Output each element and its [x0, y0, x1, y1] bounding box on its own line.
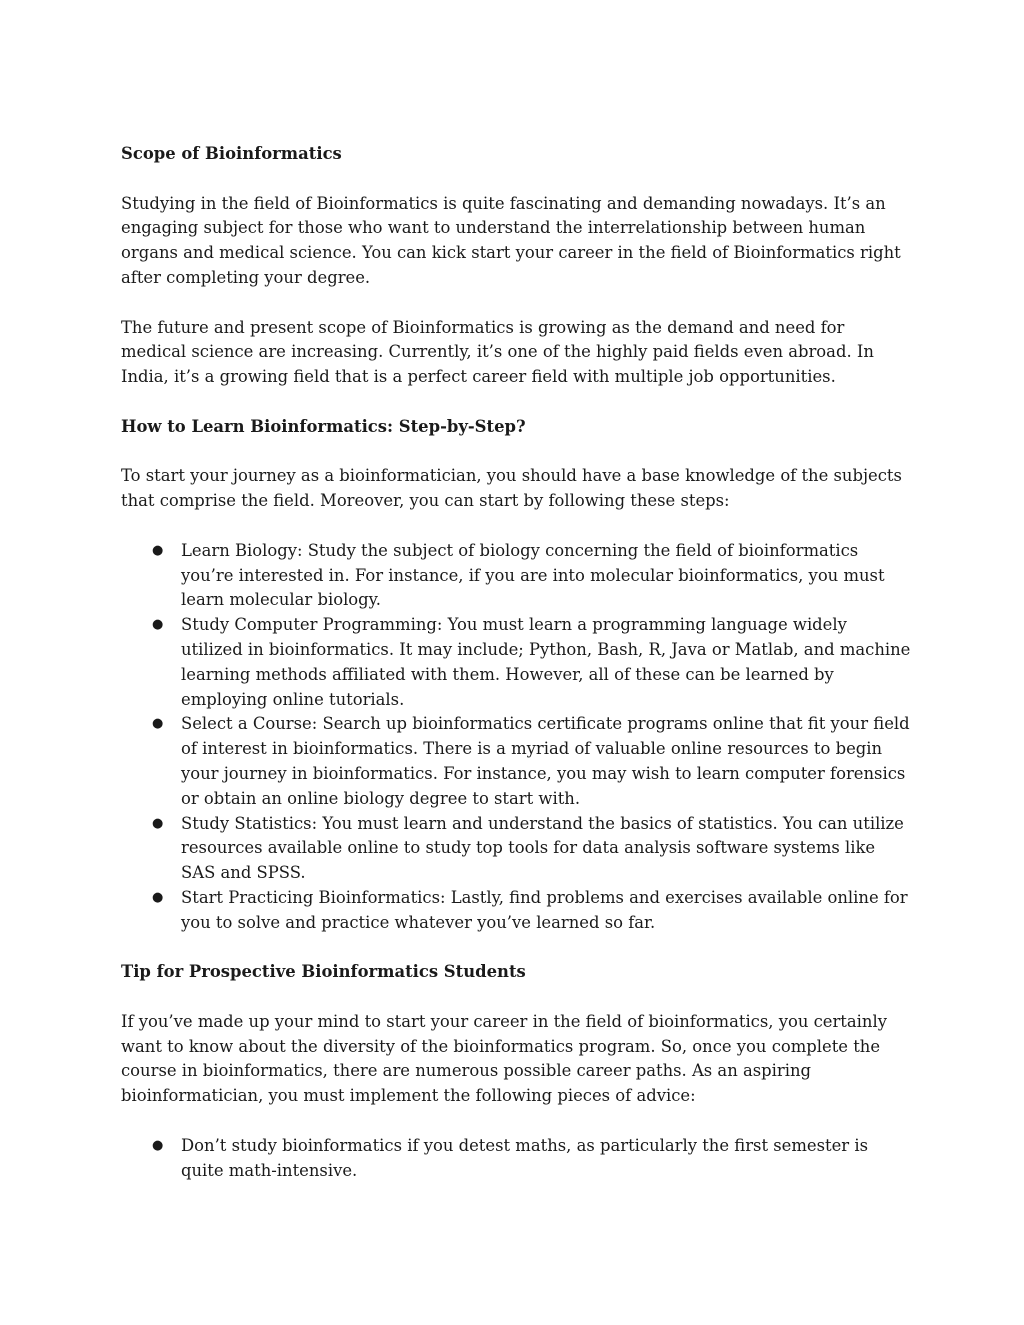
bullet-icon: ● — [152, 716, 164, 732]
bullet-icon: ● — [152, 617, 164, 633]
list-item-text: Select a Course: Search up bioinformatics certificate programs online that fit your field of interest in bioinformatics. There is a myriad of valuable online resources to begin your journey in bioinformatics. For instance, you may wish to learn computer forensics or obtain an online biology degree to start with. — [181, 714, 910, 808]
steps-list — [121, 539, 911, 936]
section-heading-tip: Tip for Prospective Bioinformatics Students — [121, 962, 526, 982]
document-page — [121, 142, 911, 1183]
list-item-text: Study Statistics: You must learn and understand the basics of statistics. You can utilize resources available online to study top tools for data analysis software systems like SAS and SPSS. — [181, 813, 904, 883]
advice-list — [121, 1134, 911, 1184]
bullet-icon: ● — [152, 815, 164, 831]
list-item-text: Learn Biology: Study the subject of biology concerning the field of bioinformatics you’re interested in. For instance, if you are into molecular bioinformatics, you must learn molecular biology. — [181, 540, 885, 610]
list-item-text: Study Computer Programming: You must learn a programming language widely utilized in bioinformatics. It may include; Python, Bash, R, Java or Matlab, and machine learning methods affiliated with them. However, all of these can be learned by employing online tutorials. — [181, 615, 911, 709]
bullet-icon: ● — [152, 889, 164, 905]
list-item — [121, 812, 911, 886]
list-item-text: Start Practicing Bioinformatics: Lastly, find problems and exercises available online for you to solve and practice whatever you’ve learned so far. — [181, 887, 908, 932]
list-item-text: Don’t study bioinformatics if you detest maths, as particularly the first semester is quite math-intensive. — [181, 1135, 868, 1180]
paragraph: To start your journey as a bioinformatician, you should have a base knowledge of the subjects that comprise the field. Moreover, you can start by following these steps: — [121, 466, 902, 511]
paragraph: The future and present scope of Bioinformatics is growing as the demand and need for medical science are increasing. Currently, it’s one of the highly paid fields even abroad. In India, it’s a growing field that is a perfect career field with multiple job opportunities. — [121, 317, 874, 387]
list-item — [121, 1134, 911, 1184]
section-heading-scope: Scope of Bioinformatics — [121, 144, 342, 163]
bullet-icon: ● — [152, 1137, 164, 1153]
section-heading-how-to-learn: How to Learn Bioinformatics: Step-by-Step? — [121, 416, 526, 436]
list-item — [121, 712, 911, 811]
paragraph: Studying in the field of Bioinformatics is quite fascinating and demanding nowadays. It’s an engaging subject for those who want to understand the interrelationship between human organs and medical science. You can kick start your career in the field of Bioinformatics right after completing your degree. — [121, 193, 901, 287]
list-item — [121, 613, 911, 712]
list-item — [121, 886, 911, 936]
list-item — [121, 539, 911, 613]
bullet-icon: ● — [152, 542, 164, 558]
paragraph: If you’ve made up your mind to start your career in the field of bioinformatics, you certainly want to know about the diversity of the bioinformatics program. So, once you complete the course in bioinformatics, there are numerous possible career paths. As an aspiring bioinformatician, you must implement the following pieces of advice: — [121, 1011, 887, 1106]
